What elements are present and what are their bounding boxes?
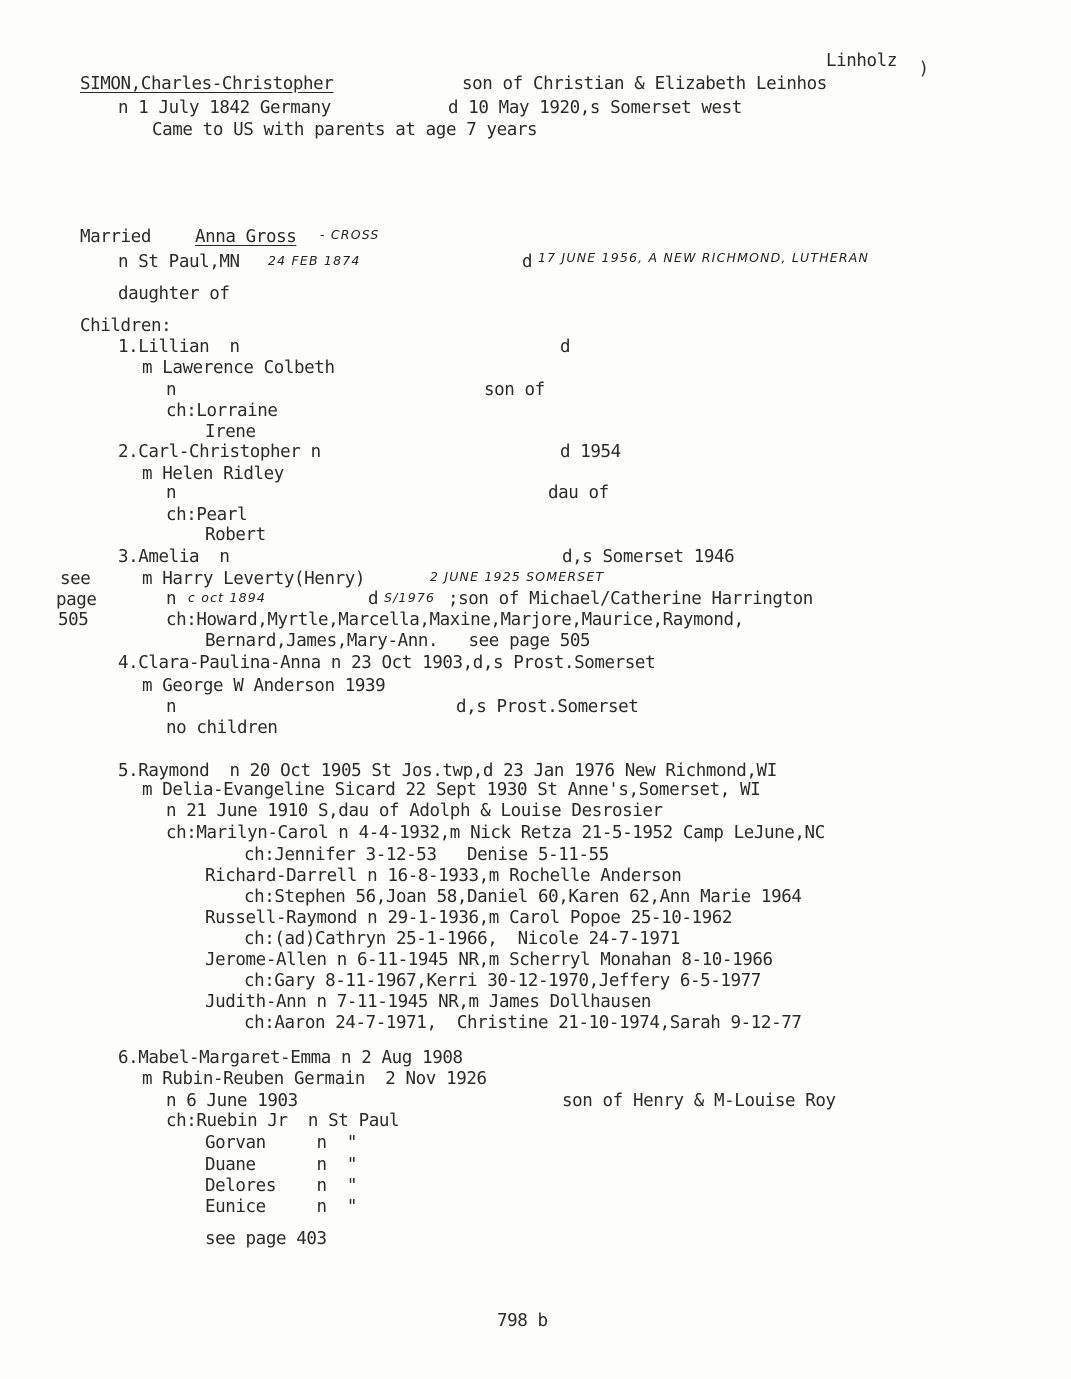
child2-spouse-birth: n [166,483,177,503]
child6-grandchild: Eunice n " [205,1197,358,1217]
child5-grandchild: ch:Marilyn-Carol n 4-4-1932,m Nick Retza 21-5-1952 Camp LeJune,NC [166,823,825,843]
subject-birth: n 1 July 1842 Germany [118,98,331,118]
married-label: Married [80,227,151,247]
child5-grandchild: Richard-Darrell n 16-8-1933,m Rochelle Anderson [205,866,682,886]
child1-spouse: m Lawerence Colbeth [142,358,335,378]
subject-note: Came to US with parents at age 7 years [152,120,538,140]
child5-grandchild: Judith-Ann n 7-11-1945 NR,m James Dollhausen [205,992,651,1012]
child2-spouse: m Helen Ridley [142,464,284,484]
child3-grandchildren: Bernard,James,Mary-Ann. see page 505 [205,631,591,651]
child6-spouse-birth: n 6 June 1903 [166,1091,298,1111]
child6-grandchild: Delores n " [205,1176,358,1196]
spouse-death-handwritten: 17 JUNE 1956, A NEW RICHMOND, LUTHERAN [538,250,870,265]
child4-spouse-death: d,s Prost.Somerset [456,697,639,717]
child1-line: 1.Lillian n [118,337,240,357]
spouse-name: Anna Gross [195,227,297,247]
child3-spouse-birth-handwritten: c oct 1894 [188,590,267,605]
brace-mark: ) [920,58,928,79]
child5-spouse-birth: n 21 June 1910 S,dau of Adolph & Louise Desrosier [166,801,663,821]
child6-grandchild: ch:Ruebin Jr n St Paul [166,1111,400,1131]
child5-spouse: m Delia-Evangeline Sicard 22 Sept 1930 St Anne's,Somerset, WI [142,780,761,800]
child3-spouse-birth: n [166,589,177,609]
child5-great-grandchildren: ch:Aaron 24-7-1971, Christine 21-10-1974,Sarah 9-12-77 [244,1013,802,1033]
children-label: Children: [80,316,172,336]
child6-spouse: m Rubin-Reuben Germain 2 Nov 1926 [142,1069,487,1089]
child2-line: 2.Carl-Christopher n [118,442,321,462]
child5-grandchild: Russell-Raymond n 29-1-1936,m Carol Popoe 25-10-1962 [205,908,733,928]
child5-great-grandchildren: ch:Stephen 56,Joan 58,Daniel 60,Karen 62,Ann Marie 1964 [244,887,802,907]
child5-great-grandchildren: ch:(ad)Cathryn 25-1-1966, Nicole 24-7-1971 [244,929,680,949]
child6-line: 6.Mabel-Margaret-Emma n 2 Aug 1908 [118,1048,463,1068]
child1-death: d [560,337,571,357]
child4-spouse-birth: n [166,697,177,717]
child5-grandchild: Jerome-Allen n 6-11-1945 NR,m Scherryl Monahan 8-10-1966 [205,950,773,970]
child3-spouse-parent: ;son of Michael/Catherine Harrington [448,589,813,609]
child3-grandchildren: ch:Howard,Myrtle,Marcella,Maxine,Marjore,Maurice,Raymond, [166,610,744,630]
child1-grandchild: Irene [205,422,256,442]
child5-line: 5.Raymond n 20 Oct 1905 St Jos.twp,d 23 Jan 1976 New Richmond,WI [118,761,777,781]
child6-spouse-parent: son of Henry & M-Louise Roy [562,1091,836,1111]
child4-line: 4.Clara-Paulina-Anna n 23 Oct 1903,d,s Prost.Somerset [118,653,656,673]
spouse-death-label: d [522,252,533,272]
child6-see-page: see page 403 [205,1229,327,1249]
child2-grandchild: Robert [205,525,266,545]
spouse-birth-date-handwritten: 24 FEB 1874 [268,253,361,268]
child2-spouse-parent: dau of [548,483,609,503]
child3-spouse-death-handwritten: S/1976 [384,590,436,605]
child5-great-grandchildren: ch:Jennifer 3-12-53 Denise 5-11-55 [244,845,609,865]
spouse-alt-name-handwritten: - CROSS [320,227,380,242]
child3-spouse-death: d [368,589,379,609]
child4-spouse: m George W Anderson 1939 [142,676,386,696]
margin-page: page [56,590,97,610]
page-number: 798 b [497,1311,548,1331]
child1-spouse-parent: son of [484,380,545,400]
child6-grandchild: Gorvan n " [205,1133,358,1153]
child1-spouse-birth: n [166,380,177,400]
subject-name: SIMON,Charles-Christopher [80,74,334,94]
alt-surname-annotation: Linholz [826,51,897,71]
margin-see: see [60,569,91,589]
subject-death: d 10 May 1920,s Somerset west [448,98,742,118]
spouse-daughter-of: daughter of [118,284,230,304]
child3-line: 3.Amelia n [118,547,230,567]
child2-death: d 1954 [560,442,621,462]
child2-grandchild: ch:Pearl [166,505,248,525]
child5-great-grandchildren: ch:Gary 8-11-1967,Kerri 30-12-1970,Jeffery 6-5-1977 [244,971,761,991]
child4-note: no children [166,718,278,738]
spouse-birth: n St Paul,MN [118,252,240,272]
child3-spouse: m Harry Leverty(Henry) [142,569,365,589]
child1-grandchild: ch:Lorraine [166,401,278,421]
subject-parents: son of Christian & Elizabeth Leinhos [462,74,827,94]
child3-marriage-handwritten: 2 JUNE 1925 SOMERSET [430,569,605,584]
child6-grandchild: Duane n " [205,1155,358,1175]
margin-page-number: 505 [58,610,89,630]
child3-death: d,s Somerset 1946 [562,547,735,567]
